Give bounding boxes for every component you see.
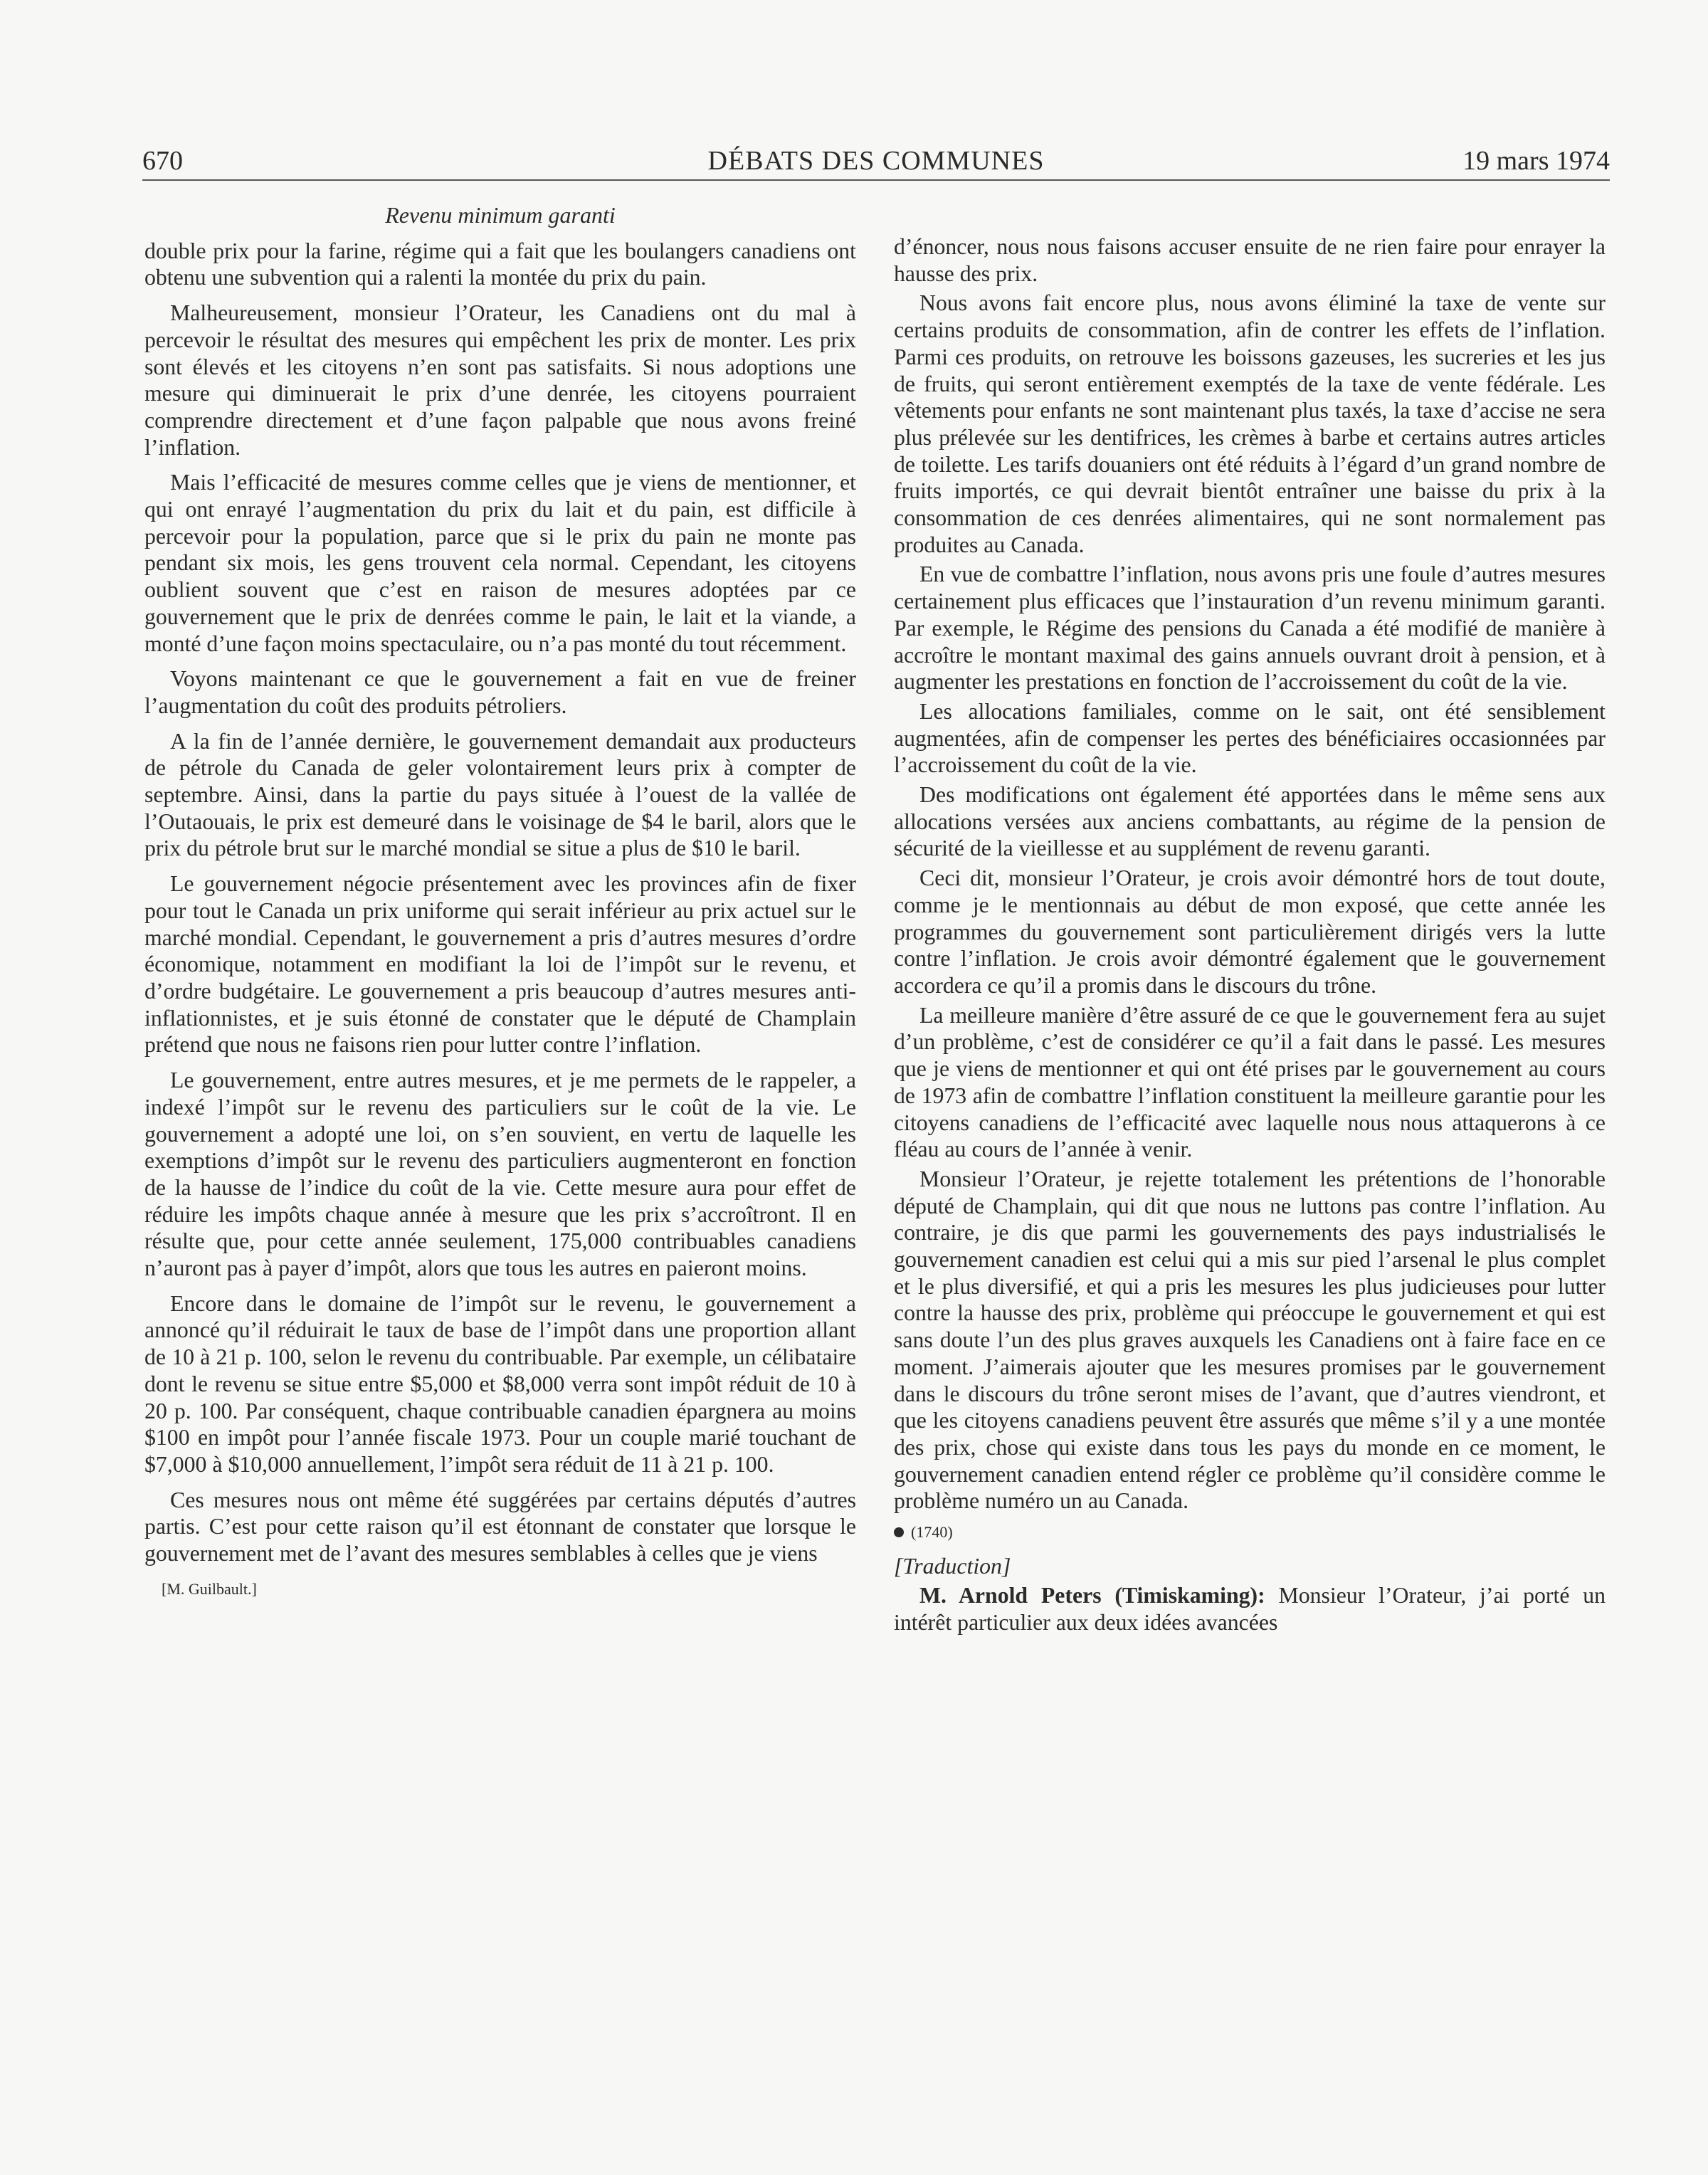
speaker-name: M. Arnold Peters (Timiskaming): xyxy=(919,1583,1265,1608)
paragraph: Le gouvernement, entre autres mesures, et je me permets de le rappeler, a indexé l’impôt sur le revenu des particuliers sur le coût de la vie. Le gouvernement a adopté une loi, on s’en souvient, en vertu de laquelle les exemptions d’impôt sur le revenu des particuliers augmenteront en fonction de la hausse de l’indice du coût de la vie. Cette mesure aura pour effet de réduire les impôts chaque année à mesure que les prix s’accroîtront. Il en résulte que, pour cette année seulement, 175,000 contribuables canadiens n’auront pas à payer d’impôt, alors que tous les autres en paieront moins. xyxy=(144,1068,856,1281)
bullet-icon xyxy=(894,1527,904,1537)
speaker-paragraph xyxy=(894,1582,1606,1636)
issue-date: 19 mars 1974 xyxy=(1462,146,1610,176)
paragraph: Voyons maintenant ce que le gouvernement a fait en vue de freiner l’augmentation du coût des produits pétroliers. xyxy=(144,666,856,718)
time-marker xyxy=(894,1519,1606,1546)
time-marker-text: (1740) xyxy=(911,1523,953,1542)
speaker-footnote: [M. Guilbault.] xyxy=(162,1579,257,1598)
paragraph: double prix pour la farine, régime qui a fait que les boulangers canadiens ont obtenu une subvention qui a ralenti la montée du prix du pain. xyxy=(144,238,856,290)
paragraph: Monsieur l’Orateur, je rejette totalement les prétentions de l’honorable député de Champlain, qui dit que nous ne luttons pas contre l’inflation. Au contraire, je dis que parmi les gouvernements des pays industrialisés le gouvernement canadien est celui qui a mis sur pied l’arsenal le plus complet et le plus diversifié, et qui a pris les mesures les plus judicieuses pour lutter contre la hausse des prix, problème qui préoccupe le gouvernement et qui est sans doute l’un des plus graves auxquels les Canadiens ont à faire face en ce moment. J’aimerais ajouter que les mesures promises par le gouvernement dans le discours du trône seront mises de l’avant, que d’autres viendront, et que les citoyens canadiens peuvent être assurés que même s’il y a une montée des prix, chose qui existe dans tous les pays du monde en ce moment, le gouvernement canadien entend régler ce problème qu’il considère comme le problème numéro un au Canada. xyxy=(894,1166,1606,1514)
page-number: 670 xyxy=(142,146,183,176)
paragraph: d’énoncer, nous nous faisons accuser ensuite de ne rien faire pour enrayer la hausse des prix. xyxy=(894,234,1606,286)
page-header xyxy=(142,142,1610,181)
right-column xyxy=(894,233,1606,1639)
paragraph: Les allocations familiales, comme on le sait, ont été sensiblement augmentées, afin de compenser les pertes des bénéficiaires occasionnées par l’accroissement du coût de la vie. xyxy=(894,698,1606,778)
paragraph: Ceci dit, monsieur l’Orateur, je crois avoir démontré hors de tout doute, comme je le mentionnais au début de mon exposé, que cette année les programmes du gouvernement sont particulièrement dirigés vers la lutte contre l’inflation. Je crois avoir démontré également que le gouvernement accordera ce qu’il a promis dans le discours du trône. xyxy=(894,865,1606,998)
paragraph: Ces mesures nous ont même été suggérées par certains députés d’autres partis. C’est pour cette raison qu’il est étonnant de constater que lorsque le gouvernement met de l’avant des mesures semblables à celles que je viens xyxy=(144,1487,856,1566)
translation-note: [Traduction] xyxy=(894,1553,1011,1579)
paragraph: Des modifications ont également été apportées dans le même sens aux allocations versées aux anciens combattants, au régime de la pension de sécurité de la vieillesse et au supplément de revenu garanti. xyxy=(894,782,1606,861)
paragraph: Nous avons fait encore plus, nous avons éliminé la taxe de vente sur certains produits de consommation, afin de contrer les effets de l’inflation. Parmi ces produits, on retrouve les boissons gazeuses, les sucreries et les jus de fruits, qui seront entièrement exemptés de la taxe de vente fédérale. Les vêtements pour enfants ne sont maintenant plus taxés, la taxe d’accise ne sera plus prélevée sur les dentifrices, les crèmes à barbe et certains autres articles de toilette. Les tarifs douaniers ont été réduits à l’égard d’un grand nombre de fruits importés, ce qui devrait bientôt entraîner une baisse du prix à la consommation de ces denrées alimentaires, qui ne sont normalement pas produites au Canada. xyxy=(894,290,1606,557)
running-title: Revenu minimum garanti xyxy=(385,202,616,228)
paragraph: En vue de combattre l’inflation, nous avons pris une foule d’autres mesures certainement plus efficaces que l’instauration d’un revenu minimum garanti. Par exemple, le Régime des pensions du Canada a été modifié de manière à accroître le montant maximal des gains annuels ouvrant droit à pension, et à augmenter les prestations en fonction de l’accroissement du coût de la vie. xyxy=(894,562,1606,695)
left-column xyxy=(144,202,856,1611)
paragraph: Malheureusement, monsieur l’Orateur, les Canadiens ont du mal à percevoir le résultat des mesures qui empêchent les prix de monter. Les prix sont élevés et les citoyens n’en sont pas satisfaits. Si nous adoptions une mesure qui diminuerait le prix d’une denrée, les citoyens pourraient comprendre directement et d’une façon palpable que nous avons freiné l’inflation. xyxy=(144,300,856,460)
paragraph: Mais l’efficacité de mesures comme celles que je viens de mentionner, et qui ont enrayé l’augmentation du prix du lait et du pain, est difficile à percevoir pour la population, parce que si le prix du pain ne monte pas pendant six mois, les gens trouvent cela normal. Cependant, les citoyens oublient souvent que c’est en raison de mesures adoptées par ce gouvernement que le prix de denrées comme le pain, le lait et la viande, a monté d’une façon moins spectaculaire, ou n’a pas monté du tout récemment. xyxy=(144,470,856,656)
speaker-text: Monsieur l’Orateur, j’ai porté un intérêt particulier aux deux idées avancées xyxy=(894,1583,1606,1636)
paragraph: Le gouvernement négocie présentement avec les provinces afin de fixer pour tout le Canada un prix uniforme qui serait inférieur au prix actuel sur le marché mondial. Cependant, le gouvernement a pris d’autres mesures d’ordre économique, notamment en modifiant la loi de l’impôt sur le revenu, et d’ordre budgétaire. Le gouvernement a pris beaucoup d’autres mesures anti-inflationnistes, et je suis étonné de constater que le député de Champlain prétend que nous ne faisons rien pour lutter contre l’inflation. xyxy=(144,871,856,1058)
paragraph: La meilleure manière d’être assuré de ce que le gouvernement fera au sujet d’un problème, c’est de considérer ce qu’il a fait dans le passé. Les mesures que je viens de mentionner et qui ont été prises par le gouvernement au cours de 1973 afin de combattre l’inflation constituent la meilleure garantie pour les citoyens canadiens de l’efficacité avec laquelle nous nous attaquerons à ce fléau au cours de l’année à venir. xyxy=(894,1002,1606,1162)
paragraph: Encore dans le domaine de l’impôt sur le revenu, le gouvernement a annoncé qu’il réduirait le taux de base de l’impôt dans une proportion allant de 10 à 21 p. 100, selon le revenu du contribuable. Par exemple, un célibataire dont le revenu se situe entre $5,000 et $8,000 verra sont impôt réduit de 10 à 20 p. 100. Par conséquent, chaque contribuable canadien épargnera au moins $100 en impôt pour l’année fiscale 1973. Pour un couple marié touchant de $7,000 à $10,000 annuellement, l’impôt sera réduit de 11 à 21 p. 100. xyxy=(144,1290,856,1477)
publication-title: DÉBATS DES COMMUNES xyxy=(707,146,1045,176)
paragraph: A la fin de l’année dernière, le gouvernement demandait aux producteurs de pétrole du Canada de geler volontairement leurs prix à compter de septembre. Ainsi, dans la partie du pays située à l’ouest de la vallée de l’Outaouais, le prix est demeuré dans le voisinage de $4 le baril, alors que le prix du pétrole brut sur le marché mondial se situe a plus de $10 le baril. xyxy=(144,728,856,861)
